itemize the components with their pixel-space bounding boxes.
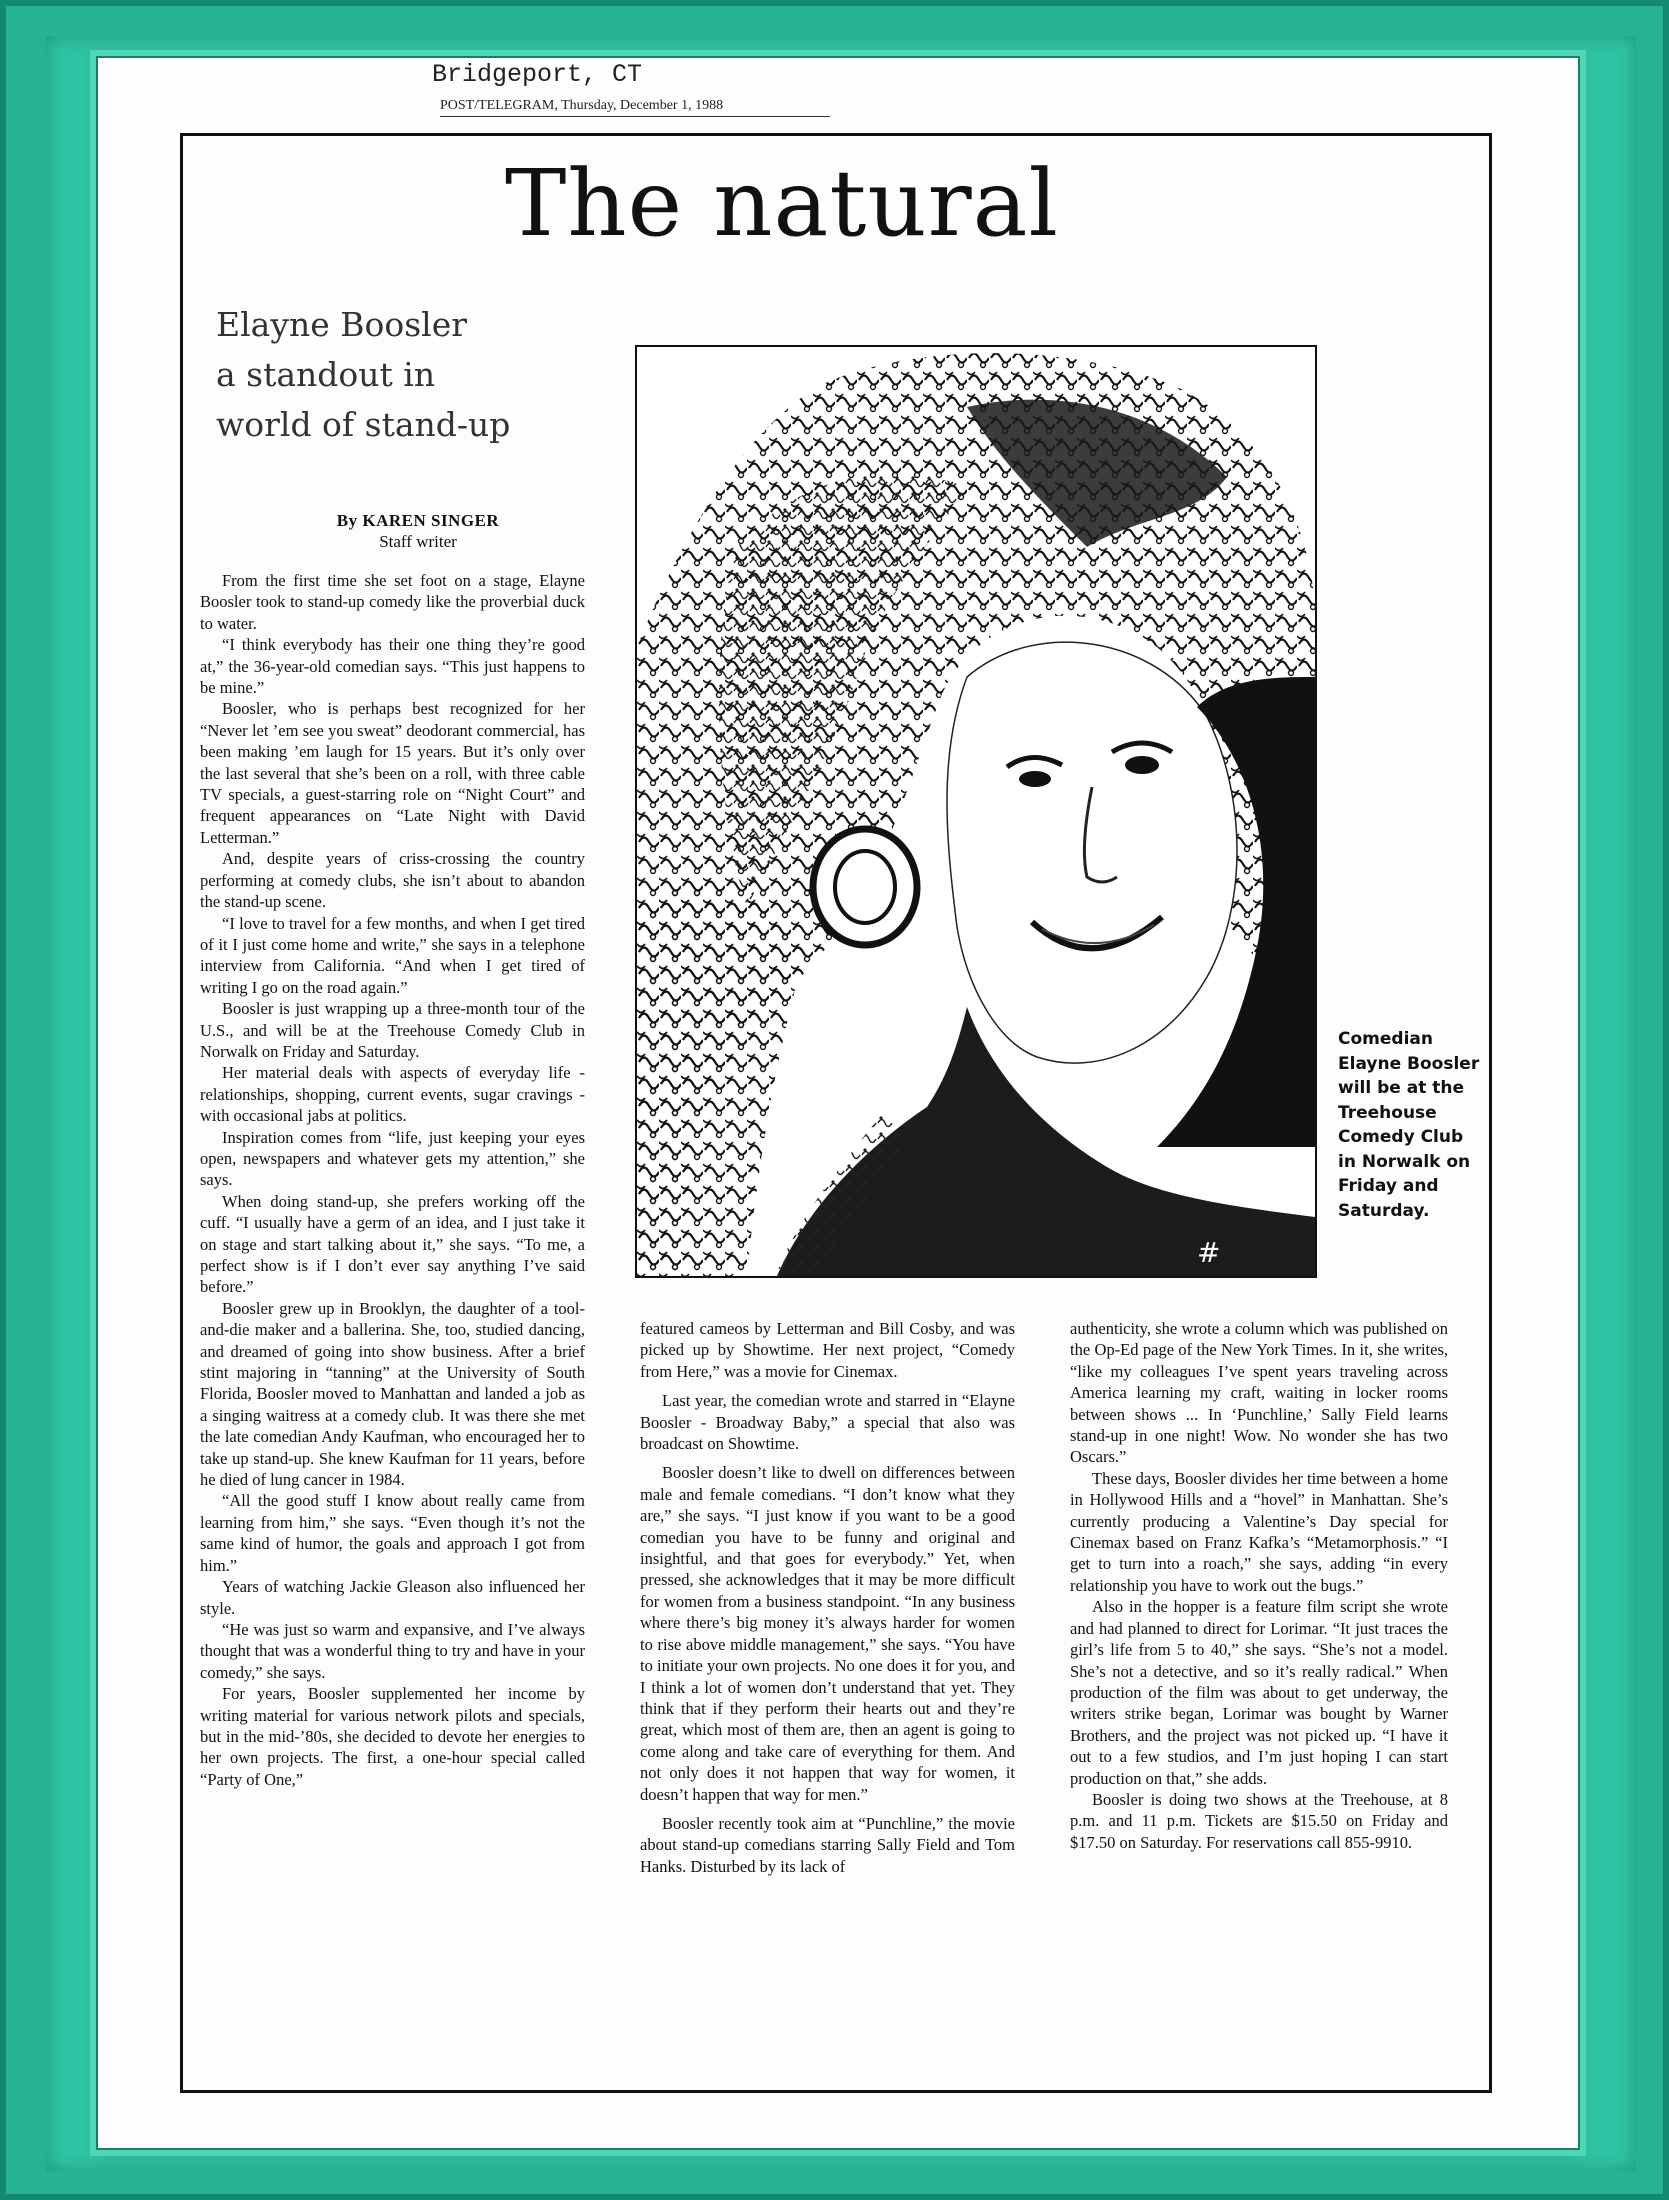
- paragraph: Boosler, who is perhaps best recognized for her “Never let ’em see you sweat” deodorant commercial, has been making ’em laugh for 15 years. But it’s only over the last several that she’s been on a roll, with three cable TV specials, a guest-starring role on “Night Court” and frequent appearances on “Late Night with David Letterman.”: [200, 699, 585, 847]
- portrait-illustration: [637, 347, 1315, 1276]
- subhead-line-1: Elayne Boosler: [216, 305, 468, 344]
- paragraph: authenticity, she wrote a column which was published on the Op-Ed page of the New York Times. In it, she writes, “like my colleagues I’ve spent years traveling across America learning my craft, waiting in locker rooms between shows ... In ‘Punchline,’ Sally Field learns stand-up in one night! Wow. No wonder she has two Oscars.”: [1070, 1319, 1448, 1467]
- svg-text:#: #: [1197, 1236, 1221, 1269]
- paragraph: featured cameos by Letterman and Bill Cosby, and was picked up by Showtime. Her next project, “Comedy from Here,” was a movie for Cinemax.: [640, 1319, 1015, 1381]
- paragraph: Her material deals with aspects of everyday life - relationships, shopping, current events, sugar cravings - with occasional jabs at politics.: [200, 1063, 585, 1126]
- paragraph: Boosler doesn’t like to dwell on differences between male and female comedians. “I don’t know what they are,” she says. “I just know if you want to be a good comedian you have to be funny and original and insightful, and that goes for everybody.” Yet, when pressed, she acknowledges that it may be more difficult for women from a business standpoint. “In any business where there’s big money it’s always harder for women to rise above middle management,” she says. “You have to initiate your own projects. No one does it for you, and I think a lot of women don’t understand that yet. They think that if they perform their hearts out and they’re great, which most of them are, then an agent is going to come along and take care of everything for them. And not only does it not happen that way for women, it doesn’t happen that way for men.”: [640, 1463, 1015, 1804]
- paragraph: Also in the hopper is a feature film script she wrote and had planned to direct for Lorimar. “It just traces the girl’s life from 5 to 40,” she says. “She’s not a model. She’s not a detective, and so it’s really radical.” When production of the film was about to get underway, the writers strike began, Lorimar was bought by Warner Brothers, and the project was not picked up. “I have it out to a few studios, and I’m just hoping I can start production on that,” she adds.: [1070, 1597, 1448, 1788]
- subhead-line-2: a standout in: [216, 355, 436, 394]
- photo-caption: Comedian Elayne Boosler will be at the Treehouse Comedy Club in Norwalk on Friday and Saturday.: [1338, 1029, 1480, 1221]
- paragraph: “He was just so warm and expansive, and I’ve always thought that was a wonderful thing to try and have in your comedy,” she says.: [200, 1619, 585, 1682]
- paragraph: These days, Boosler divides her time between a home in Hollywood Hills and a “hovel” in Manhattan. She’s currently producing a Valentine’s Day special for Cinemax based on Franz Kafka’s “Metamorphosis.” “I get to turn into a roach,” she says, adding “in every relationship you have to work out the bugs.”: [1070, 1468, 1448, 1595]
- article-column-3: [1070, 1318, 1448, 1853]
- paragraph: When doing stand-up, she prefers working off the cuff. “I usually have a germ of an idea, and I just take it on stage and start talking about it,” she says. “To me, a perfect show is if I don’t ever say anything I’ve said before.”: [200, 1191, 585, 1297]
- paragraph: Boosler grew up in Brooklyn, the daughter of a tool-and-die maker and a ballerina. She, too, studied dancing, and dreamed of going into show business. After a brief stint majoring in “tanning” at the University of South Florida, Boosler moved to Manhattan and landed a job as a singing waitress at a comedy club. It was there she met the late comedian Andy Kaufman, who encouraged her to take up stand-up. She knew Kaufman for 11 years, before he died of lung cancer in 1984.: [200, 1298, 585, 1490]
- paragraph: Inspiration comes from “life, just keeping your eyes open, newspapers and whatever gets my attention,” she says.: [200, 1127, 585, 1190]
- paragraph: Years of watching Jackie Gleason also influenced her style.: [200, 1577, 585, 1618]
- clipping-dateline: POST/TELEGRAM, Thursday, December 1, 1988: [440, 98, 830, 117]
- article-column-1: [200, 570, 585, 1790]
- paragraph: Boosler is doing two shows at the Treehouse, at 8 p.m. and 11 p.m. Tickets are $15.50 on Friday and $17.50 on Saturday. For reservations call 855-9910.: [1070, 1789, 1448, 1852]
- paragraph: From the first time she set foot on a stage, Elayne Boosler took to stand-up comedy like the proverbial duck to water.: [200, 571, 585, 633]
- byline: [298, 510, 538, 552]
- paragraph: “I think everybody has their one thing they’re good at,” the 36-year-old comedian says. “This just happens to be mine.”: [200, 635, 585, 698]
- paragraph: “All the good stuff I know about really came from learning from him,” she says. “Even though it’s not the same kind of humor, the goals and approach I got from him.”: [200, 1491, 585, 1575]
- subhead-line-3: world of stand-up: [216, 405, 511, 444]
- headline: The natural: [505, 150, 1059, 257]
- byline-author: By KAREN SINGER: [336, 511, 500, 530]
- comedian-photo: [635, 345, 1317, 1278]
- paragraph: Boosler recently took aim at “Punchline,” the movie about stand-up comedians starring Sally Field and Tom Hanks. Disturbed by its lack of: [640, 1813, 1015, 1876]
- paragraph: And, despite years of criss-crossing the country performing at comedy clubs, she isn’t about to abandon the stand-up scene.: [200, 849, 585, 912]
- paragraph: Last year, the comedian wrote and starred in “Elayne Boosler - Broadway Baby,” a special that also was broadcast on Showtime.: [640, 1391, 1015, 1454]
- paragraph: “I love to travel for a few months, and when I get tired of it I just come home and write,” she says in a telephone interview from California. “And when I get tired of writing I go on the road again.”: [200, 913, 585, 997]
- byline-role: Staff writer: [379, 532, 457, 551]
- article-column-2: [640, 1318, 1015, 1877]
- paragraph: Boosler is just wrapping up a three-month tour of the U.S., and will be at the Treehouse Comedy Club in Norwalk on Friday and Saturday.: [200, 999, 585, 1061]
- clipping-location: Bridgeport, CT: [432, 60, 643, 89]
- paragraph: For years, Boosler supplemented her income by writing material for various network pilots and specials, but in the mid-’80s, she decided to devote her energies to her own projects. The first, a one-hour special called “Party of One,”: [200, 1684, 585, 1789]
